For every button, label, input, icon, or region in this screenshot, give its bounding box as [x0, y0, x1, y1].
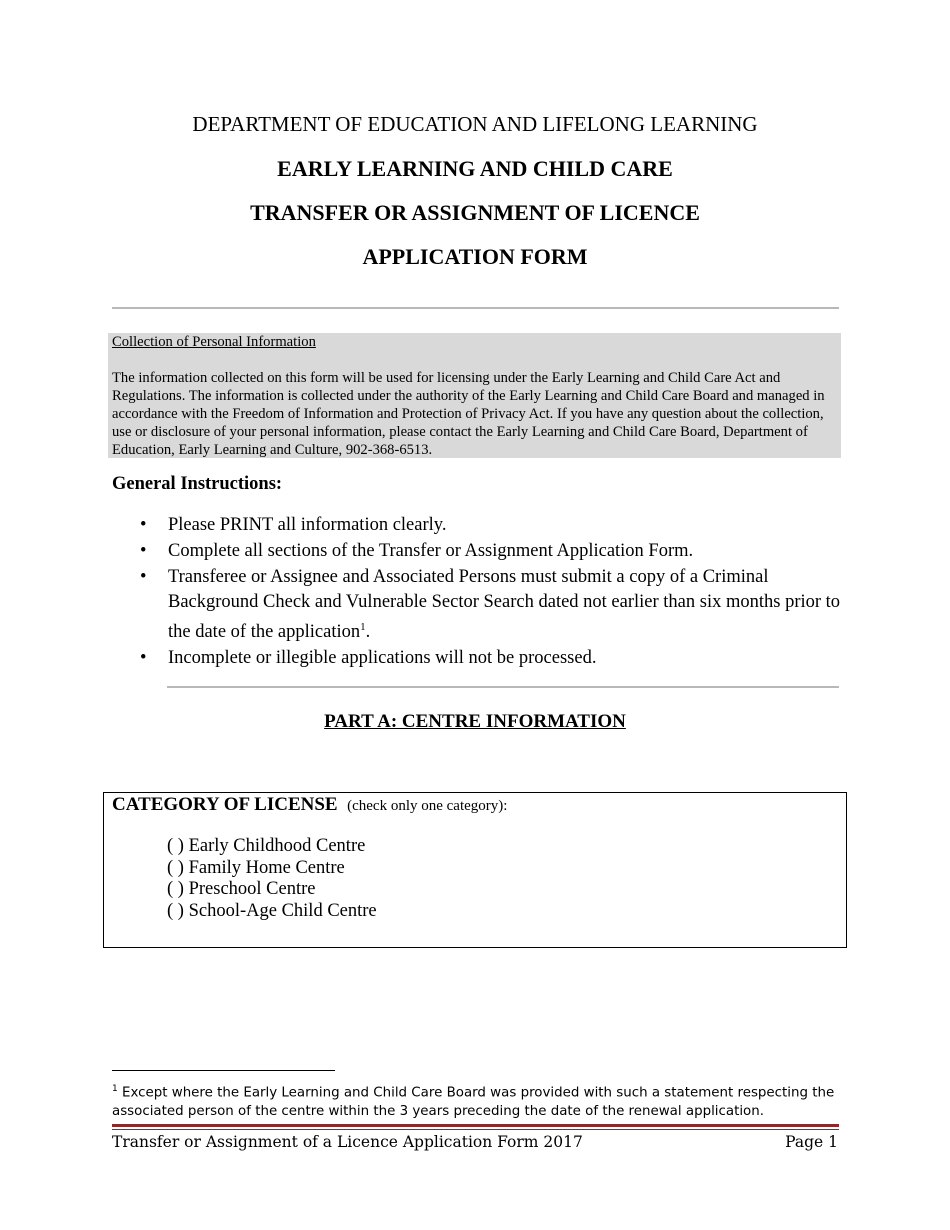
general-instructions-heading: General Instructions: — [112, 474, 283, 494]
section-divider — [167, 686, 839, 688]
category-option-school-age[interactable] — [167, 901, 377, 923]
bullet-icon: • — [140, 648, 147, 669]
option-label: Family Home Centre — [188, 857, 345, 878]
checkbox[interactable]: ( ) — [167, 879, 184, 899]
instruction-item — [112, 646, 842, 671]
instruction-item — [112, 539, 842, 564]
instruction-text: Complete all sections of the Transfer or Assignment Application Form. — [168, 541, 694, 561]
checkbox[interactable]: ( ) — [167, 857, 184, 878]
footer-rule-thick — [112, 1124, 839, 1127]
footer-form-title: Transfer or Assignment of a Licence Application Form 2017 — [112, 1133, 583, 1151]
checkbox[interactable]: ( ) — [167, 836, 184, 856]
option-label: Early Childhood Centre — [188, 836, 366, 856]
footer-rule-thin — [112, 1129, 839, 1130]
option-label: School-Age Child Centre — [188, 900, 377, 921]
bullet-icon: • — [140, 541, 147, 561]
privacy-notice — [108, 333, 841, 458]
instruction-item — [112, 565, 842, 645]
option-label: Preschool Centre — [188, 879, 316, 899]
bullet-icon: • — [140, 567, 147, 587]
category-of-license-box — [103, 792, 847, 948]
instruction-text: Incomplete or illegible applications will not be processed. — [168, 648, 597, 669]
checkbox[interactable]: ( ) — [167, 900, 184, 921]
privacy-body: The information collected on this form will be used for licensing under the Early Learning and Child Care Act and Regulations. The information is collected under the authority of the Early Learning and Child Care Board and managed in accordance with the Freedom of Information and Protection of Privacy Act. If you have any question about the collection, use or disclosure of your personal information, please contact the Early Learning and Child Care Board, Department of Education, Early Learning and Culture, 902-368-6513. — [112, 370, 825, 458]
instruction-item — [112, 513, 842, 538]
privacy-heading: Collection of Personal Information — [112, 334, 316, 350]
department-name: DEPARTMENT OF EDUCATION AND LIFELONG LEARNING — [192, 112, 758, 136]
footnote-number: 1 — [112, 1084, 118, 1094]
footnote — [112, 1080, 842, 1121]
category-options — [167, 836, 377, 922]
category-option-early-childhood[interactable] — [167, 836, 377, 858]
category-option-preschool[interactable] — [167, 879, 377, 901]
instruction-punctuation: . — [365, 622, 371, 643]
footnote-rule — [112, 1070, 335, 1071]
title-line-2: TRANSFER OR ASSIGNMENT OF LICENCE — [250, 200, 700, 225]
instruction-text: Transferee or Assignee and Associated Persons must submit a copy of a Criminal Background Check and Vulnerable Sector Search dated not earlier than six months prior to the date of the application — [168, 567, 841, 643]
title-line-1: EARLY LEARNING AND CHILD CARE — [277, 156, 673, 181]
footer-page-number: Page 1 — [785, 1133, 838, 1151]
category-note: (check only one category): — [347, 798, 508, 814]
instruction-text: Please PRINT all information clearly. — [168, 515, 447, 535]
category-heading — [112, 794, 507, 816]
title-line-3: APPLICATION FORM — [362, 244, 588, 269]
bullet-icon: • — [140, 515, 147, 535]
footnote-reference: 1 — [360, 621, 366, 633]
part-a-heading: PART A: CENTRE INFORMATION — [324, 711, 626, 732]
category-option-family-home[interactable] — [167, 858, 377, 880]
category-title: CATEGORY OF LICENSE — [112, 794, 338, 815]
header-divider — [112, 307, 839, 309]
footnote-text: Except where the Early Learning and Child Care Board was provided with such a statement respecting the associated person of the centre within the 3 years preceding the date of the renewal application. — [112, 1085, 835, 1120]
instructions-list — [112, 513, 842, 672]
